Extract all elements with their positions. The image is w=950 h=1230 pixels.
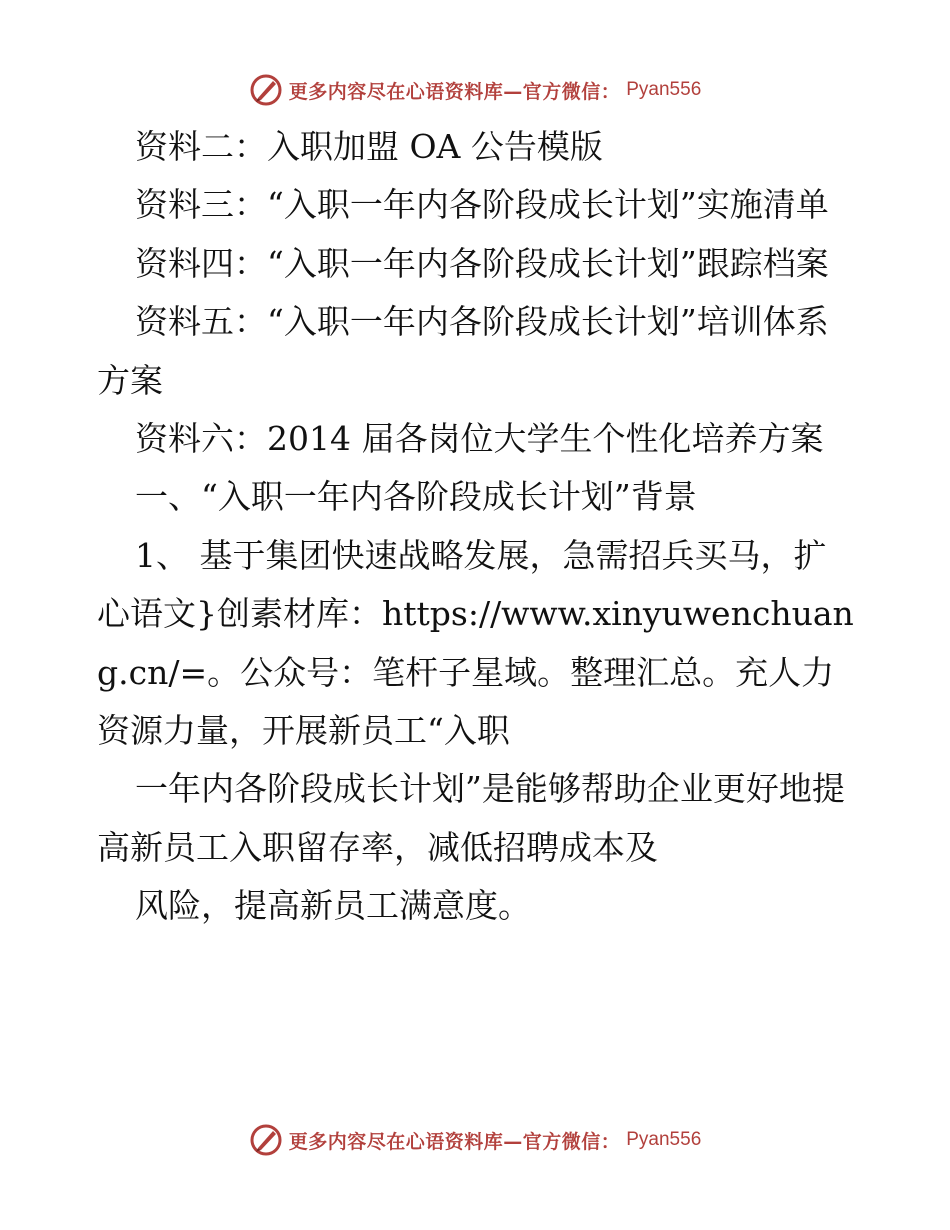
paragraph-continuation-1: 一年内各阶段成长计划”是能够帮助企业更好地提高新员工入职留存率，减低招聘成本及 [97,769,845,867]
paragraph-material-5: 资料五：“入职一年内各阶段成长计划”培训体系方案 [97,302,829,400]
footer-watermark [0,1122,950,1158]
watermark-wechat-id: Pyan556 [626,79,702,100]
quill-pen-logo-icon [249,73,283,107]
watermark-text: 更多内容尽在心语资料库—官方微信： [288,80,621,103]
paragraph-material-6: 资料六：2014 届各岗位大学生个性化培养方案 [135,419,824,459]
quill-pen-logo-icon [249,1123,283,1157]
paragraph-material-2: 资料二：入职加盟 OA 公告模版 [135,127,603,166]
paragraph-continuation-2: 风险，提高新员工满意度。 [135,886,531,926]
paragraph-material-4: 资料四：“入职一年内各阶段成长计划”跟踪档案 [135,243,829,283]
paragraph-point-1: 1、 基于集团快速战略发展，急需招兵买马，扩心语文}创素材库：https://www.xinyuwenchuang.cn/=。公众号：笔杆子星域。整理汇总。充人力资源力量，开展新员工“入职 [97,535,854,751]
paragraph-material-3: 资料三：“入职一年内各阶段成长计划”实施清单 [135,185,829,225]
header-watermark [0,72,950,108]
watermark-wechat-id: Pyan556 [626,1129,702,1150]
document-body [97,118,857,936]
section-heading-background: 一、“入职一年内各阶段成长计划”背景 [135,477,697,517]
watermark-text: 更多内容尽在心语资料库—官方微信： [288,1130,621,1153]
